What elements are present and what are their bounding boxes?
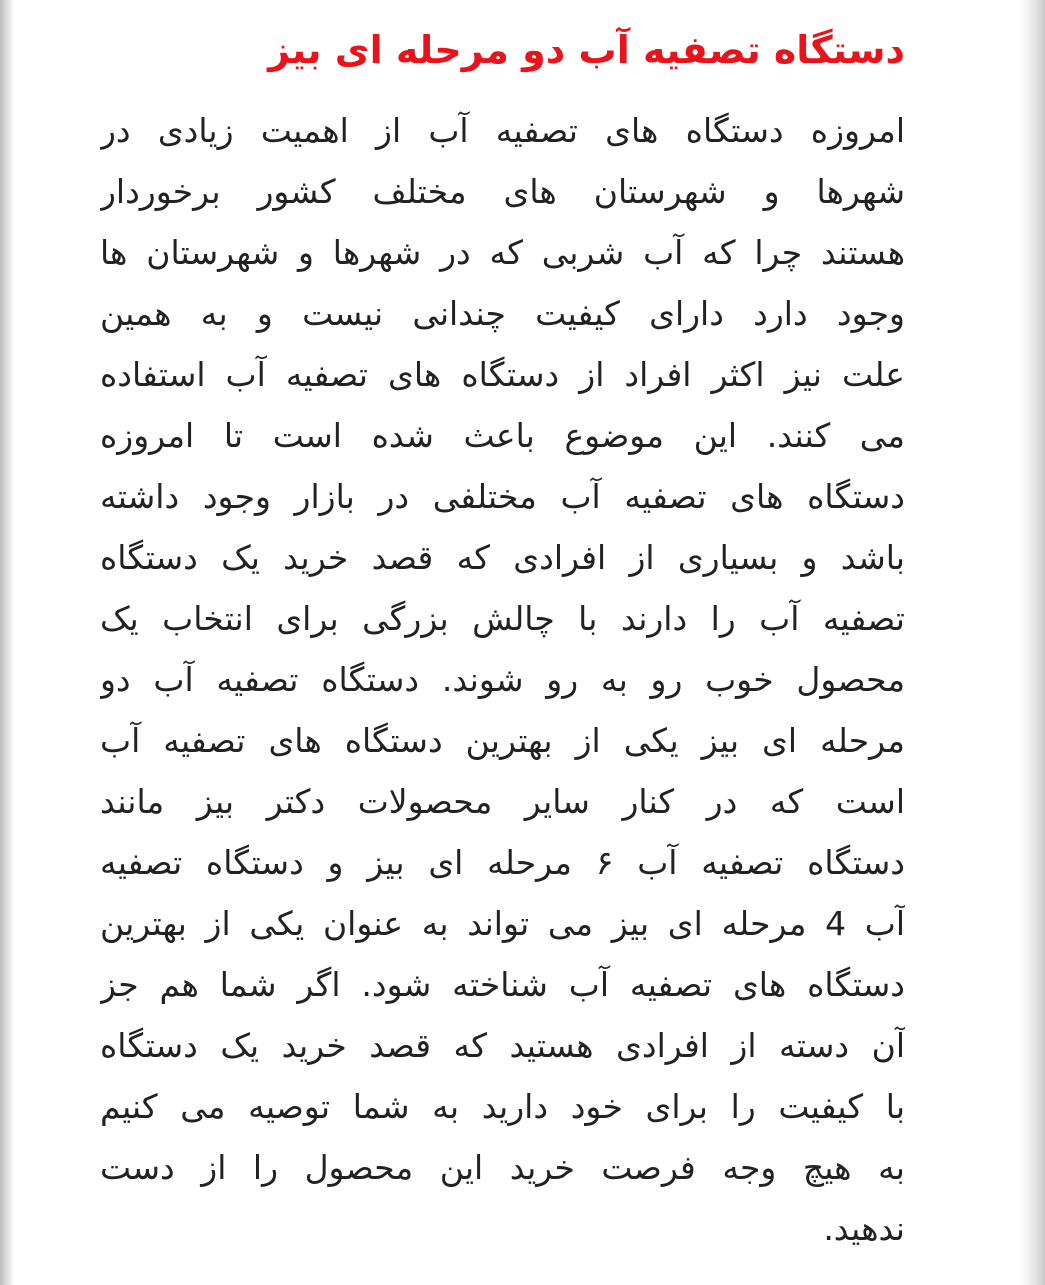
body-line: با کیفیت را برای خود دارید به شما توصیه می کنیم <box>100 1087 905 1126</box>
body-line: به هیچ وجه فرصت خرید این محصول را از دست <box>100 1148 905 1187</box>
body-line: است که در کنار سایر محصولات دکتر بیز مانند <box>100 782 905 821</box>
article-title: دستگاه تصفیه آب دو مرحله ای بیز <box>268 28 905 72</box>
body-line: امروزه دستگاه های تصفیه آب از اهمیت زیادی در <box>100 111 905 150</box>
body-line: می کنند. این موضوع باعث شده است تا امروزه <box>100 416 905 455</box>
right-page-edge <box>1019 0 1045 1285</box>
body-line-last: ندهید. <box>823 1209 905 1248</box>
body-line: باشد و بسیاری از افرادی که قصد خرید یک دستگاه <box>100 538 905 577</box>
body-line: آن دسته از افرادی هستید که قصد خرید یک دستگاه <box>100 1026 905 1065</box>
body-line: دستگاه های تصفیه آب مختلفی در بازار وجود داشته <box>100 477 905 516</box>
article <box>100 0 905 1259</box>
body-line: وجود دارد دارای کیفیت چندانی نیست و به همین <box>100 294 905 333</box>
left-page-edge <box>0 0 14 1285</box>
body-line: دستگاه تصفیه آب ۶ مرحله ای بیز و دستگاه تصفیه <box>100 843 905 882</box>
body-line: محصول خوب رو به رو شوند. دستگاه تصفیه آب دو <box>100 660 905 699</box>
body-line: علت نیز اکثر افراد از دستگاه های تصفیه آب استفاده <box>100 355 905 394</box>
body-line: تصفیه آب را دارند با چالش بزرگی برای انتخاب یک <box>100 599 905 638</box>
body-line: شهرها و شهرستان های مختلف کشور برخوردار <box>100 172 905 211</box>
body-line: هستند چرا که آب شربی که در شهرها و شهرستان ها <box>100 233 905 272</box>
body-line: مرحله ای بیز یکی از بهترین دستگاه های تصفیه آب <box>100 721 905 760</box>
article-body <box>100 100 905 1259</box>
body-line: آب 4 مرحله ای بیز می تواند به عنوان یکی از بهترین <box>100 904 905 943</box>
body-line: دستگاه های تصفیه آب شناخته شود. اگر شما هم جز <box>100 965 905 1004</box>
